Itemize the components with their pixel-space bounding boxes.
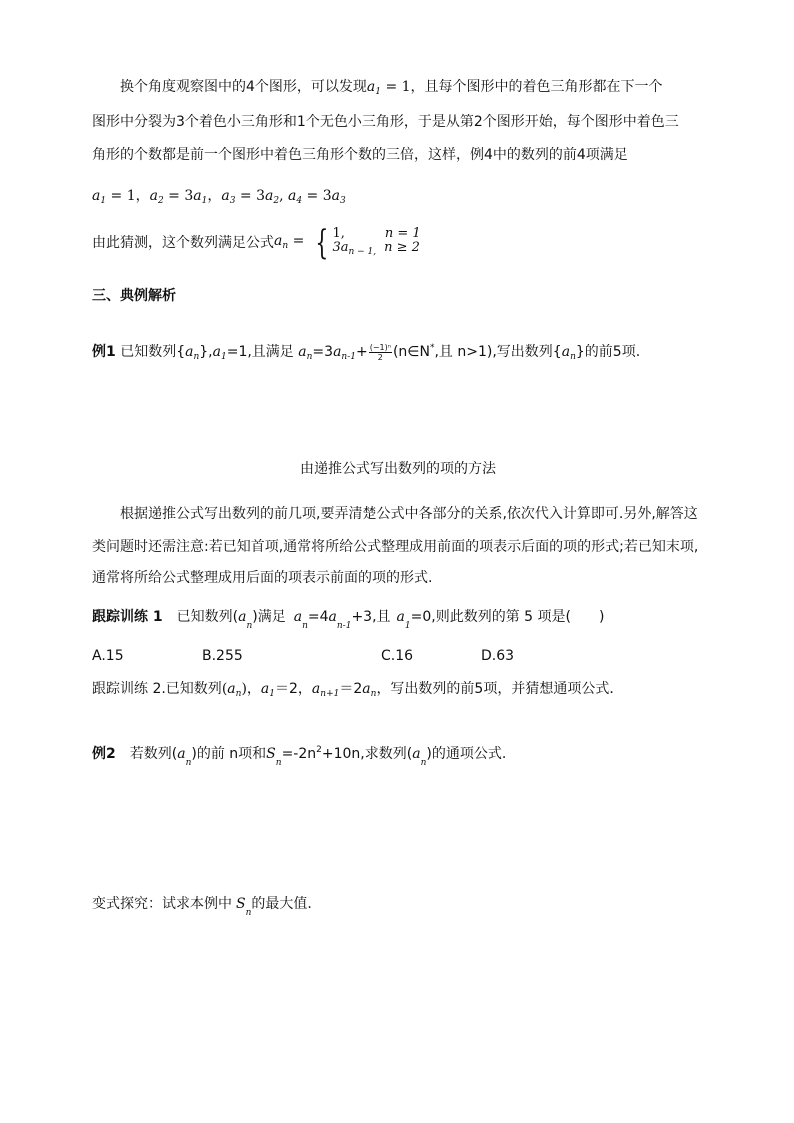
math: a bbox=[328, 609, 337, 625]
case-1 bbox=[332, 227, 420, 241]
text: +10n,求数列( bbox=[321, 746, 413, 762]
brace: { bbox=[315, 223, 329, 263]
text: ，且每个图形中的着色三角形都在下一个 bbox=[410, 79, 663, 95]
example-label: 例2 bbox=[92, 746, 116, 762]
sequence-relations: $a_1 = 1$，$a_2 = 3a_1$，$a_3 = 3a_2$, $a_4 = 3a_3$ bbox=[92, 188, 346, 206]
math: $a_n$ bbox=[185, 344, 200, 362]
math: a bbox=[293, 609, 303, 625]
method-line-1: 根据递推公式写出数列的前几项,要弄清楚公式中各部分的关系,依次代入计算即可.另外,解答这 bbox=[120, 506, 698, 522]
case1-condition: n = 1 bbox=[384, 226, 421, 241]
method-line-3: 通常将所给公式整理成用后面的项表示前面的项的形式. bbox=[92, 570, 433, 586]
text: =0,则此数列的第 5 项是( ) bbox=[410, 609, 605, 625]
text: )的前 n项和 bbox=[191, 746, 267, 762]
practice-label: 跟踪训练 1 bbox=[92, 609, 163, 625]
practice-1-options bbox=[92, 646, 704, 666]
fraction bbox=[369, 343, 392, 362]
math: $(a_n)$ bbox=[221, 681, 247, 699]
math: $a_n$ bbox=[561, 344, 576, 362]
sub: n bbox=[275, 758, 282, 768]
math: $a_n$ bbox=[362, 681, 377, 699]
intro-line-2: 图形中分裂为3个着色小三角形和1个无色小三角形，于是从第2个图形开始，每个图形中着色三 bbox=[92, 114, 679, 130]
example-label: 例1 bbox=[92, 344, 116, 360]
text: 已知数列{ bbox=[115, 344, 186, 360]
practice-2 bbox=[92, 679, 704, 704]
case-rows bbox=[332, 227, 420, 259]
text: ＝2 bbox=[339, 681, 363, 697]
text: )的通项公式. bbox=[426, 746, 507, 762]
text: 由此猜测，这个数列满足公式 bbox=[92, 235, 274, 251]
text: 跟踪训练 2.已知数列 bbox=[92, 681, 222, 697]
math: a bbox=[177, 746, 186, 762]
case2-condition: n ≥ 2 bbox=[384, 240, 420, 255]
text: =4 bbox=[307, 609, 329, 625]
text: + bbox=[356, 344, 368, 360]
intro-line-1 bbox=[92, 77, 704, 102]
text: )满足 bbox=[252, 609, 286, 625]
variant-exploration bbox=[92, 894, 704, 923]
case2-value: 3a bbox=[332, 240, 349, 255]
text: }, bbox=[199, 344, 213, 360]
denominator: 2 bbox=[377, 352, 383, 362]
text: 的最大值. bbox=[251, 896, 312, 912]
intro-line-3: 角形的个数都是前一个图形中着色三角形个数的三倍，这样，例4中的数列的前4项满足 bbox=[92, 147, 628, 163]
sub: n-1 bbox=[336, 621, 352, 631]
text: ,且 n>1),写出数列{ bbox=[434, 344, 562, 360]
numerator: (−1)ⁿ bbox=[369, 342, 391, 352]
math: $a_n$ bbox=[298, 344, 313, 362]
text: =-2n bbox=[281, 746, 317, 762]
text: +3,且 bbox=[351, 609, 391, 625]
text: =3 bbox=[312, 344, 334, 360]
math: $a_1$ bbox=[260, 681, 275, 699]
case2-sub: n − 1, bbox=[348, 247, 377, 257]
sub: n bbox=[302, 621, 308, 631]
math: a bbox=[396, 609, 405, 625]
math: $a_1$ bbox=[212, 344, 227, 362]
math: a bbox=[412, 746, 421, 762]
option-c[interactable]: C.16 bbox=[381, 648, 414, 664]
math: S bbox=[266, 746, 276, 762]
text: 换个角度观察图中的4个图形，可以发现 bbox=[120, 79, 367, 95]
section-title: 三、典例解析 bbox=[92, 288, 176, 304]
piecewise-formula bbox=[309, 223, 421, 263]
example-1: 例1 已知数列$\{a_n\},a_1=1$,且满足 $a_n=3a_{n-1}+$ $\frac{\text{(−1)ⁿ}}{2}$ (n∈N*,且 n>1),写出数列$\{a_n\}$的前5项. bbox=[92, 342, 641, 362]
example-2: 例2 若数列(an)的前 n项和$Sn=-2n^2+10n$,求数列(an)的通项公式. bbox=[92, 740, 704, 773]
math: a bbox=[238, 609, 247, 625]
sub: n bbox=[245, 908, 252, 918]
option-a[interactable]: A.15 bbox=[92, 648, 124, 664]
math-an: $a_n$ = bbox=[274, 232, 309, 251]
math-a1-eq-1: $a_1 = 1$ bbox=[366, 79, 411, 97]
math: $a_{n-1}$ bbox=[333, 344, 356, 362]
text: 若数列( bbox=[129, 746, 178, 762]
method-title: 由递推公式写出数列的项的方法 bbox=[300, 461, 496, 477]
text: (n∈N bbox=[392, 344, 430, 360]
text: 已知数列( bbox=[176, 609, 239, 625]
sub: 1 bbox=[404, 621, 411, 631]
text: ， bbox=[246, 681, 261, 697]
math: S bbox=[236, 896, 246, 912]
option-b[interactable]: B.255 bbox=[202, 648, 243, 664]
text: =1,且满足 bbox=[226, 344, 299, 360]
practice-1 bbox=[92, 607, 704, 636]
method-line-2: 类问题时还需注意:若已知首项,通常将所给公式整理成用前面的项表示后面的项的形式;若已知末项, bbox=[92, 539, 699, 555]
math: $a_{n+1}$ bbox=[311, 681, 340, 699]
text: }的前5项. bbox=[575, 344, 641, 360]
text: 变式探究：试求本例中 bbox=[92, 896, 232, 912]
guess-formula-line bbox=[92, 223, 704, 263]
sub: n bbox=[420, 758, 427, 768]
text: ＝2， bbox=[275, 681, 312, 697]
text: ，写出数列的前5项，并猜想通项公式． bbox=[376, 681, 624, 697]
sub: n bbox=[185, 758, 192, 768]
option-d[interactable]: D.63 bbox=[481, 648, 515, 664]
case-2 bbox=[332, 241, 420, 259]
sub: n bbox=[246, 621, 253, 631]
case1-value: 1, bbox=[332, 226, 345, 241]
